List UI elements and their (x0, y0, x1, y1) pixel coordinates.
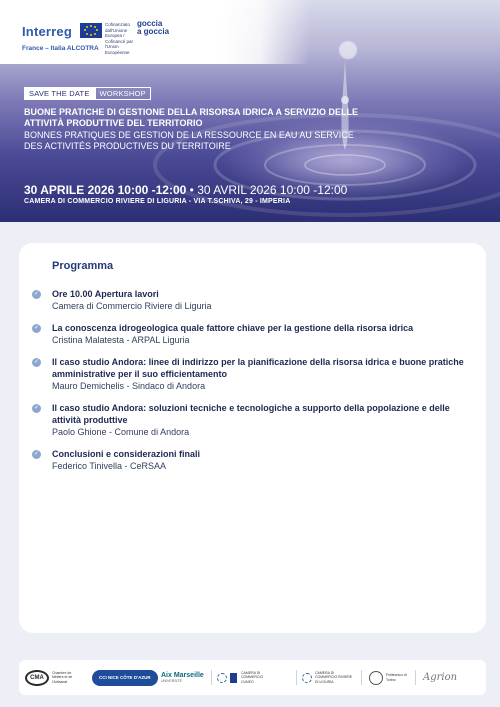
camera-commercio-cuneo-logo: CAMERA DI COMMERCIO CUNEO (217, 660, 275, 695)
flag-icon (230, 673, 237, 683)
check-circle-icon: ✓ (33, 405, 40, 411)
camera-commercio-riviere-logo: CAMERA DI COMMERCIO RIVIERE DI LIGURIA (302, 660, 355, 695)
programme-item-speaker: Camera di Commercio Riviere di Liguria (52, 301, 212, 311)
check-circle-icon: ✓ (33, 359, 40, 365)
event-date-it: 30 APRILE 2026 10:00 -12:00 (24, 183, 187, 197)
aix-marseille-logo: Aix Marseille UNIVERSITÉ (161, 672, 204, 683)
programme-item (31, 448, 471, 472)
workshop-badge: WORKSHOP (95, 87, 151, 100)
programme-item-speaker: Mauro Demichelis - Sindaco di Andora (52, 381, 206, 391)
event-date (24, 183, 347, 197)
politecnico-torino-logo: Politecnico di Torino (369, 660, 412, 695)
event-badges (24, 87, 151, 100)
polito-seal-icon (369, 671, 383, 685)
programme-item-title: Conclusioni e considerazioni finali (52, 449, 201, 459)
goccia-a-goccia-logo: goccia a goccia (137, 19, 170, 36)
programme-item (31, 322, 471, 346)
header-logos-bar (0, 0, 500, 64)
programme-item (31, 402, 471, 438)
cci-nice-logo: CCI NICE CÔTE D'AZUR (92, 660, 158, 695)
event-date-fr: 30 AVRIL 2026 10:00 -12:00 (197, 183, 348, 197)
programme-card (19, 243, 486, 633)
programme-item-speaker: Cristina Malatesta - ARPAL Liguria (52, 335, 190, 345)
divider (415, 670, 416, 685)
divider (211, 670, 212, 685)
programme-item-title: La conoscenza idrogeologica quale fattore chiave per la gestione della risorsa idrica (52, 323, 414, 333)
eu-flag-icon (80, 23, 102, 38)
event-location: CAMERA DI COMMERCIO RIVIERE DI LIGURIA - VIA T.SCHIVA, 29 - IMPERIA (24, 198, 291, 205)
programme-item-title: Il caso studio Andora: linee di indirizzo per la pianificazione della risorsa idrica e buone pratiche amministrative per il suo efficientamento (52, 357, 464, 379)
interreg-logo: Interreg (22, 24, 73, 39)
programme-item-speaker: Federico Tinivella - CeRSAA (52, 461, 167, 471)
programme-item (31, 356, 471, 392)
cma-logo: CMA Chambre de Métiers et de l'Artisanat (25, 660, 82, 695)
save-the-date-badge: SAVE THE DATE (24, 87, 95, 100)
programme-name: France – Italia ALCOTRA (22, 45, 99, 52)
agrion-logo: Agrion (423, 672, 458, 683)
programme-item-speaker: Paolo Ghione - Comune di Andora (52, 427, 190, 437)
check-circle-icon: ✓ (33, 451, 40, 457)
check-circle-icon: ✓ (33, 291, 40, 297)
programme-item-title: Il caso studio Andora: soluzioni tecniche e tecnologiche a supporto della popolazione e delle attività produttive (52, 403, 450, 425)
programme-item-title: Ore 10.00 Apertura lavori (52, 289, 159, 299)
divider (296, 670, 297, 685)
date-separator: • (186, 183, 198, 197)
partner-logos-bar (19, 660, 486, 695)
hero-banner (0, 0, 500, 222)
event-title-fr: BONNES PRATIQUES DE GESTION DE LA RESSOURCE EN EAU AU SERVICE DES ACTIVITÉS PRODUCTIVES DU TERRITOIRE (24, 130, 354, 151)
eu-cofinance-text: Cofinanziato dall'Unione Europea / Cofinancé par l'Union Européenne (105, 22, 134, 55)
programme-item (31, 288, 471, 312)
programme-heading: Programma (52, 260, 114, 272)
riviere-emblem-icon (302, 673, 312, 683)
divider (361, 670, 362, 685)
programme-list (31, 288, 471, 482)
check-circle-icon: ✓ (33, 325, 40, 331)
cuneo-emblem-icon (217, 673, 227, 683)
event-title-it: BUONE PRATICHE DI GESTIONE DELLA RISORSA IDRICA A SERVIZIO DELLE ATTIVITÀ PRODUTTIVE DEL TERRITORIO (24, 107, 359, 128)
